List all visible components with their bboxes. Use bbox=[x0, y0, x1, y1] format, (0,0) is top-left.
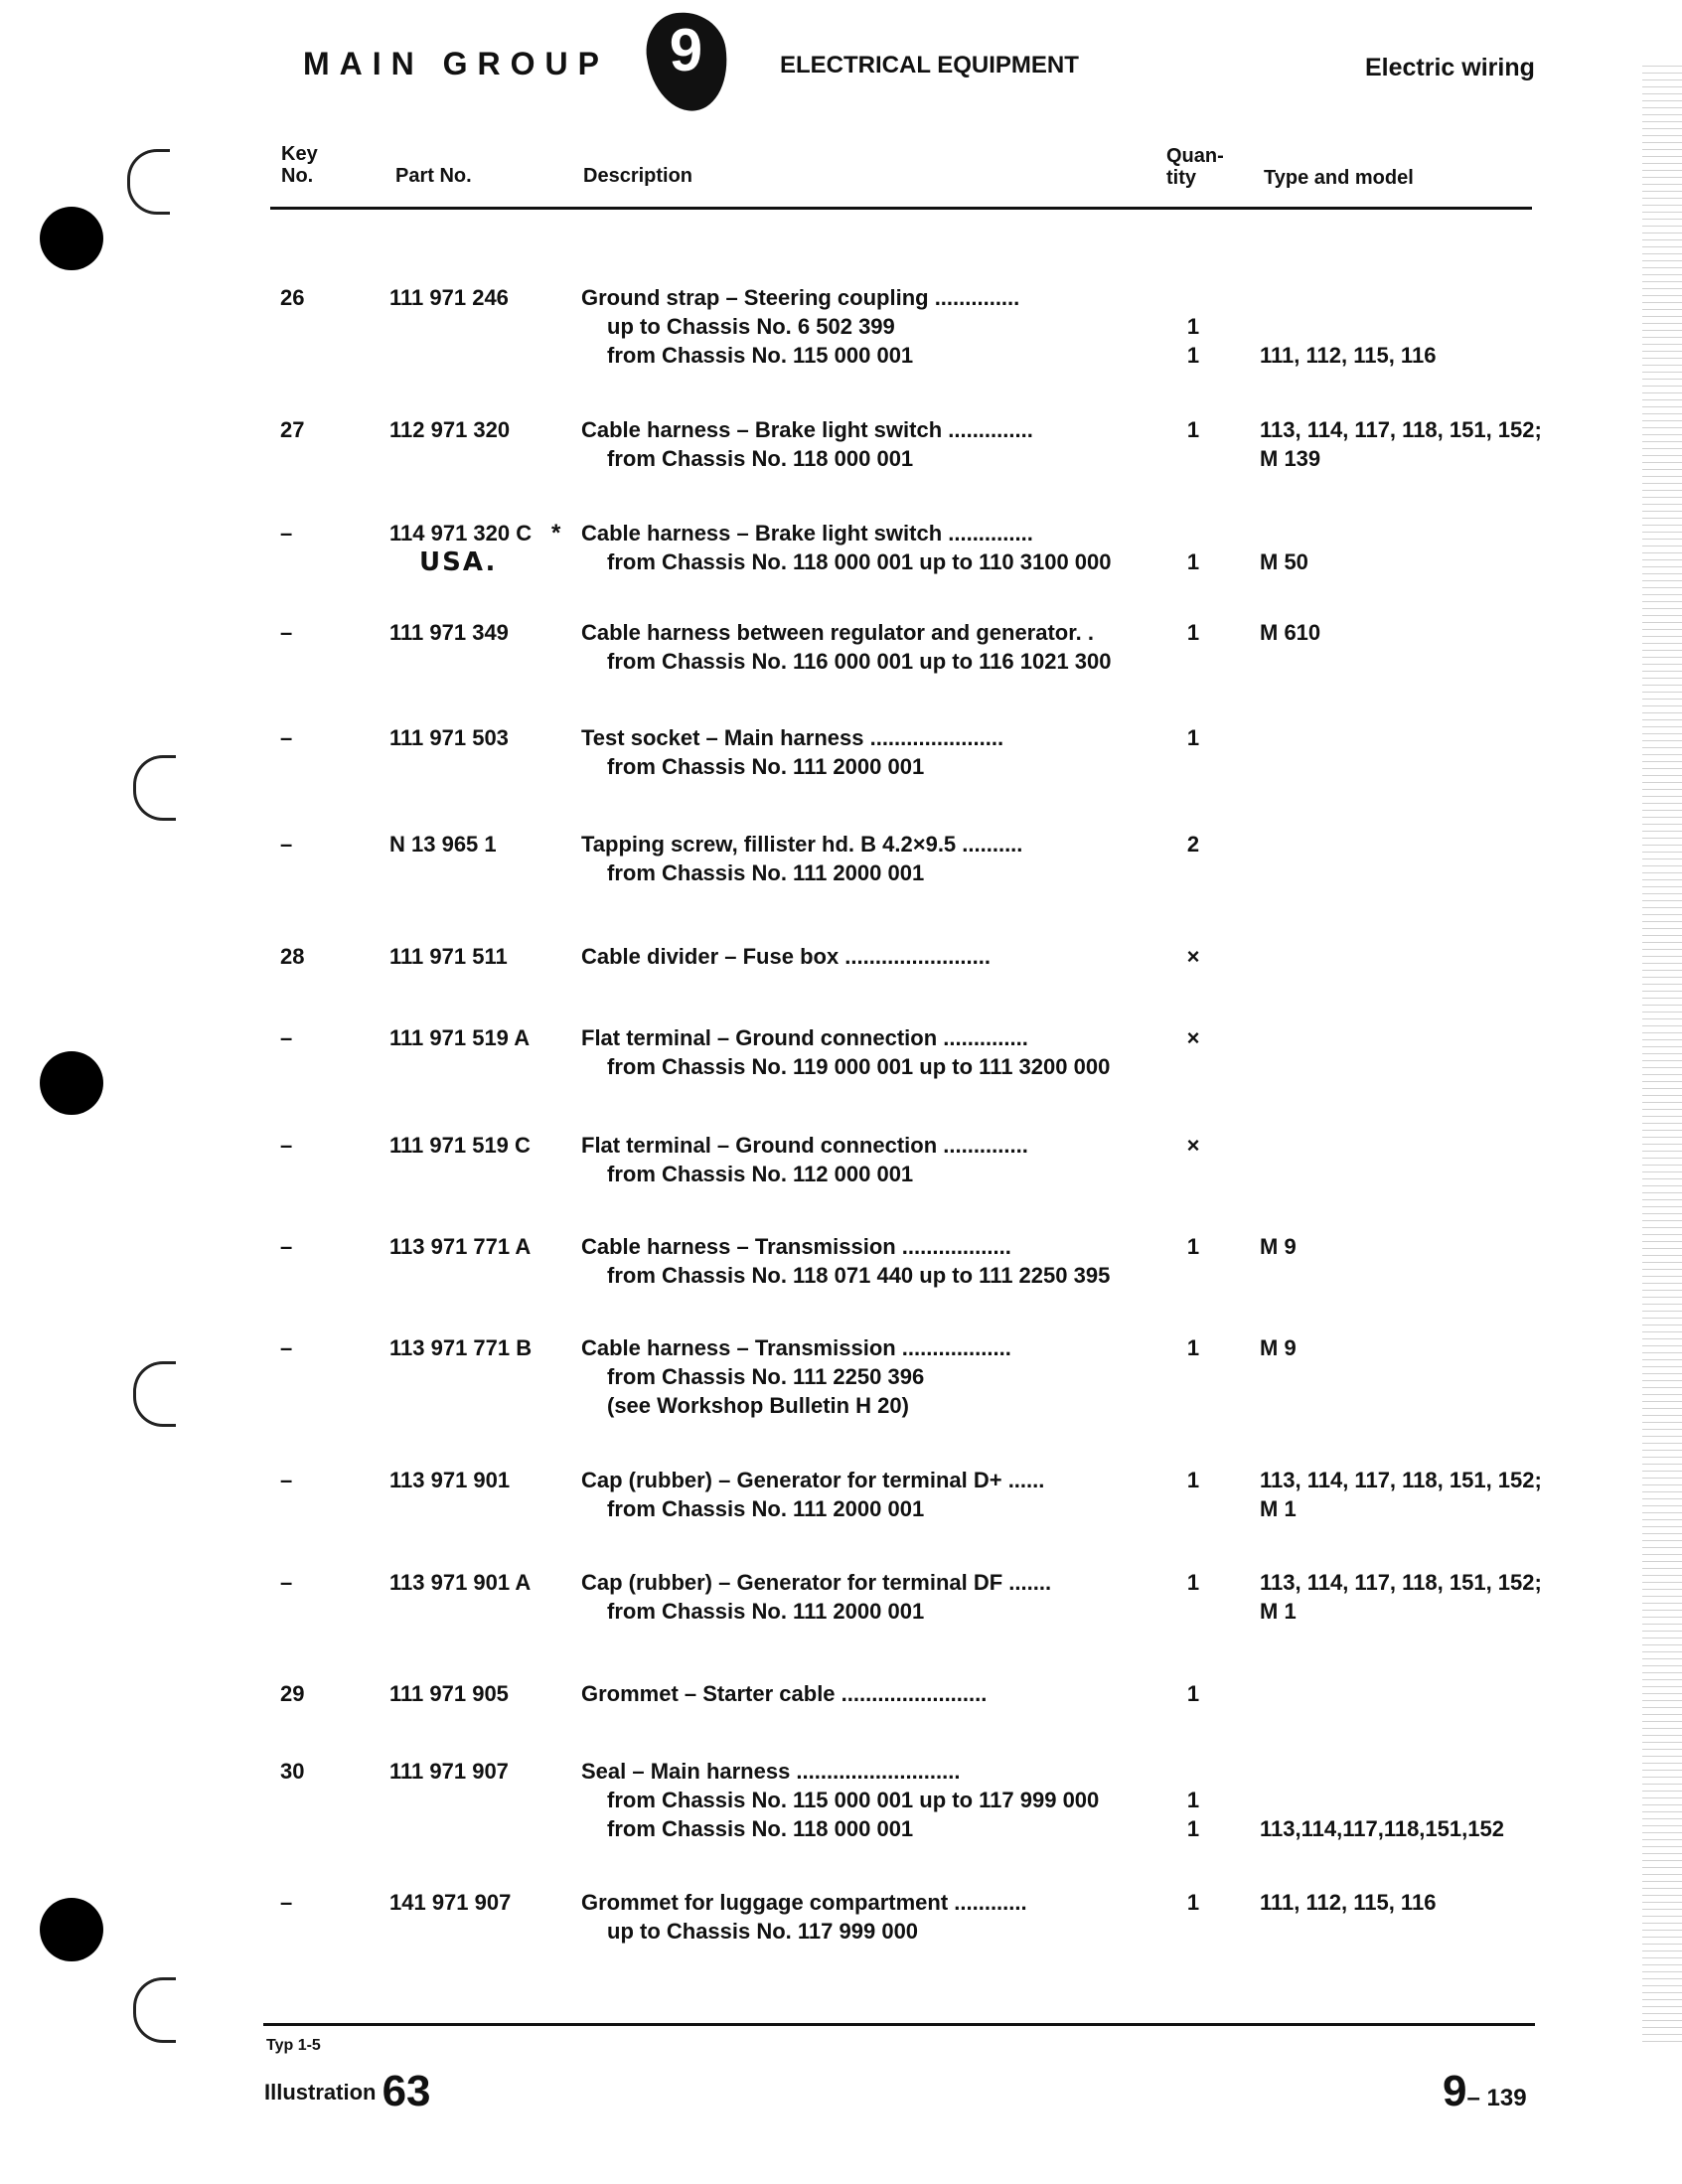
part-number: 111 971 905 bbox=[389, 1681, 509, 1706]
description-line: Flat terminal – Ground connection .............. bbox=[581, 1133, 1028, 1158]
type-and-model bbox=[1260, 415, 1558, 473]
quantity-line bbox=[1182, 519, 1204, 547]
ring-mark bbox=[133, 755, 176, 821]
description-line: Seal – Main harness ........................... bbox=[581, 1759, 961, 1784]
description bbox=[581, 1333, 1147, 1420]
punch-hole bbox=[40, 1051, 103, 1115]
quantity-line: 1 bbox=[1186, 725, 1200, 750]
description-line: from Chassis No. 115 000 001 up to 117 999 000 bbox=[607, 1788, 1100, 1812]
quantity-line: 1 bbox=[1186, 343, 1200, 368]
type-line bbox=[1260, 647, 1558, 676]
type-line bbox=[1260, 1786, 1558, 1814]
quantity bbox=[1182, 1466, 1204, 1523]
type-line bbox=[1260, 1679, 1558, 1708]
scan-edge-noise bbox=[1642, 60, 1682, 2047]
quantity-line: 1 bbox=[1186, 1681, 1200, 1706]
quantity-line bbox=[1182, 1391, 1204, 1420]
description bbox=[581, 519, 1147, 576]
quantity-line: × bbox=[1186, 1025, 1200, 1050]
description bbox=[581, 618, 1147, 676]
quantity bbox=[1182, 723, 1204, 781]
quantity-line: 1 bbox=[1186, 314, 1200, 339]
description-line: Cable harness – Brake light switch .............. bbox=[581, 521, 1033, 546]
main-group-title: MAIN GROUP bbox=[303, 46, 609, 81]
type-and-model bbox=[1260, 723, 1558, 781]
key-number: – bbox=[280, 1133, 293, 1158]
group-number-badge bbox=[641, 7, 733, 116]
footer-typ: Typ 1-5 bbox=[266, 2037, 321, 2054]
col-quantity-header: Quan- tity bbox=[1166, 145, 1224, 189]
description-line: from Chassis No. 118 071 440 up to 111 2250 395 bbox=[607, 1263, 1111, 1288]
description-line: Cable harness – Transmission .................. bbox=[581, 1234, 1011, 1259]
quantity-line: 1 bbox=[1186, 417, 1200, 442]
type-and-model bbox=[1260, 618, 1558, 676]
key-number: – bbox=[280, 832, 293, 857]
description bbox=[581, 1888, 1147, 1946]
type-line bbox=[1260, 723, 1558, 752]
description bbox=[581, 415, 1147, 473]
description-line: from Chassis No. 111 2250 396 bbox=[607, 1364, 925, 1389]
ring-mark bbox=[133, 1361, 176, 1427]
description-line: up to Chassis No. 6 502 399 bbox=[607, 314, 895, 339]
quantity-line: 1 bbox=[1186, 549, 1200, 574]
quantity-line bbox=[1182, 858, 1204, 887]
part-number: 114 971 320 C bbox=[389, 521, 533, 546]
description-line: Cable harness – Brake light switch .............. bbox=[581, 417, 1033, 442]
type-and-model bbox=[1260, 1023, 1558, 1081]
type-and-model bbox=[1260, 830, 1558, 887]
quantity bbox=[1182, 618, 1204, 676]
type-and-model bbox=[1260, 1333, 1558, 1420]
type-line bbox=[1260, 1023, 1558, 1052]
section-title: ELECTRICAL EQUIPMENT bbox=[780, 52, 1079, 78]
illustration-label: Illustration bbox=[264, 2080, 377, 2105]
description-line: Flat terminal – Ground connection .............. bbox=[581, 1025, 1028, 1050]
description-line: from Chassis No. 118 000 001 bbox=[607, 1816, 914, 1841]
type-line bbox=[1260, 858, 1558, 887]
part-number: 111 971 907 bbox=[389, 1759, 509, 1784]
description-line: Cap (rubber) – Generator for terminal D+ ...... bbox=[581, 1468, 1045, 1492]
col-description-header: Description bbox=[583, 165, 693, 187]
quantity-line bbox=[1182, 752, 1204, 781]
quantity bbox=[1182, 283, 1204, 370]
col-type-header: Type and model bbox=[1264, 167, 1414, 189]
description-line: from Chassis No. 119 000 001 up to 111 3200 000 bbox=[607, 1054, 1111, 1079]
description bbox=[581, 1466, 1147, 1523]
type-line: M 610 bbox=[1260, 620, 1321, 645]
quantity-line: 2 bbox=[1186, 832, 1200, 857]
type-line: 111, 112, 115, 116 bbox=[1260, 1890, 1437, 1915]
description bbox=[581, 1232, 1147, 1290]
description bbox=[581, 1023, 1147, 1081]
type-line: M 50 bbox=[1260, 549, 1308, 574]
key-number: – bbox=[280, 1468, 293, 1492]
type-line bbox=[1260, 1052, 1558, 1081]
quantity bbox=[1182, 830, 1204, 887]
type-and-model bbox=[1260, 1757, 1558, 1843]
type-line bbox=[1260, 942, 1558, 971]
type-line bbox=[1260, 1131, 1558, 1160]
quantity bbox=[1182, 519, 1204, 576]
quantity bbox=[1182, 1232, 1204, 1290]
header-rule bbox=[270, 207, 1532, 210]
type-and-model bbox=[1260, 1131, 1558, 1188]
quantity-line bbox=[1182, 1160, 1204, 1188]
type-and-model bbox=[1260, 519, 1558, 576]
footer-rule bbox=[263, 2023, 1535, 2026]
ring-mark bbox=[127, 149, 170, 215]
quantity bbox=[1182, 1131, 1204, 1188]
type-line bbox=[1260, 752, 1558, 781]
quantity bbox=[1182, 1757, 1204, 1843]
type-line bbox=[1260, 1917, 1558, 1946]
key-number: 27 bbox=[280, 417, 305, 442]
description-line: from Chassis No. 111 2000 001 bbox=[607, 1599, 925, 1624]
description-line: (see Workshop Bulletin H 20) bbox=[607, 1393, 909, 1418]
description-line: Tapping screw, fillister hd. B 4.2×9.5 .......... bbox=[581, 832, 1023, 857]
type-line bbox=[1260, 1261, 1558, 1290]
part-number: 111 971 519 C bbox=[389, 1133, 531, 1158]
type-line bbox=[1260, 519, 1558, 547]
type-and-model bbox=[1260, 1888, 1558, 1946]
part-number: 111 971 519 A bbox=[389, 1025, 531, 1050]
description bbox=[581, 942, 1147, 971]
type-line bbox=[1260, 1160, 1558, 1188]
quantity bbox=[1182, 1888, 1204, 1946]
description bbox=[581, 830, 1147, 887]
description-line: Cable harness between regulator and generator. . bbox=[581, 620, 1094, 645]
punch-hole bbox=[40, 207, 103, 270]
description bbox=[581, 1757, 1147, 1843]
type-and-model bbox=[1260, 1232, 1558, 1290]
description-line: from Chassis No. 118 000 001 bbox=[607, 446, 914, 471]
punch-hole bbox=[40, 1898, 103, 1961]
quantity-line bbox=[1182, 1757, 1204, 1786]
key-number: – bbox=[280, 725, 293, 750]
key-number: – bbox=[280, 521, 293, 546]
description-line: from Chassis No. 112 000 001 bbox=[607, 1162, 914, 1186]
key-number: – bbox=[280, 1890, 293, 1915]
quantity bbox=[1182, 1679, 1204, 1708]
quantity-line bbox=[1182, 444, 1204, 473]
type-line bbox=[1260, 1757, 1558, 1786]
key-number: 29 bbox=[280, 1681, 305, 1706]
quantity bbox=[1182, 1568, 1204, 1626]
description-line: from Chassis No. 111 2000 001 bbox=[607, 1496, 925, 1521]
description-line: from Chassis No. 111 2000 001 bbox=[607, 860, 925, 885]
quantity-line: 1 bbox=[1186, 620, 1200, 645]
quantity-line: 1 bbox=[1186, 1816, 1200, 1841]
type-line: M 9 bbox=[1260, 1335, 1297, 1360]
type-and-model bbox=[1260, 283, 1558, 370]
key-number: 26 bbox=[280, 285, 305, 310]
quantity-line: 1 bbox=[1186, 1468, 1200, 1492]
quantity-line bbox=[1182, 283, 1204, 312]
col-part-header: Part No. bbox=[395, 165, 472, 187]
part-number: 111 971 246 bbox=[389, 285, 509, 310]
quantity-line: 1 bbox=[1186, 1335, 1200, 1360]
description-line: Test socket – Main harness ...................... bbox=[581, 725, 1004, 750]
type-line bbox=[1260, 1391, 1558, 1420]
key-number: – bbox=[280, 1570, 293, 1595]
part-number: 113 971 901 bbox=[389, 1468, 511, 1492]
part-number: N 13 965 1 bbox=[389, 832, 497, 857]
ring-mark bbox=[133, 1977, 176, 2043]
description-line: Grommet – Starter cable ........................ bbox=[581, 1681, 988, 1706]
part-number: 113 971 771 A bbox=[389, 1234, 532, 1259]
description-line: from Chassis No. 111 2000 001 bbox=[607, 754, 925, 779]
description-line: from Chassis No. 118 000 001 up to 110 3100 000 bbox=[607, 549, 1112, 574]
type-line: 113,114,117,118,151,152 bbox=[1260, 1816, 1504, 1841]
part-number: 141 971 907 bbox=[389, 1890, 512, 1915]
type-line: 113, 114, 117, 118, 151, 152; bbox=[1260, 417, 1542, 442]
description bbox=[581, 1131, 1147, 1188]
quantity bbox=[1182, 1023, 1204, 1081]
description bbox=[581, 1679, 1147, 1708]
quantity bbox=[1182, 1333, 1204, 1420]
description-line: from Chassis No. 116 000 001 up to 116 1021 300 bbox=[607, 649, 1112, 674]
handwritten-note: USA. bbox=[419, 547, 498, 577]
type-line bbox=[1260, 312, 1558, 341]
type-line: M 9 bbox=[1260, 1234, 1297, 1259]
quantity bbox=[1182, 942, 1204, 971]
quantity-line: 1 bbox=[1186, 1570, 1200, 1595]
type-line bbox=[1260, 1362, 1558, 1391]
type-and-model bbox=[1260, 1466, 1558, 1523]
quantity-line bbox=[1182, 647, 1204, 676]
key-number: – bbox=[280, 1025, 293, 1050]
type-and-model bbox=[1260, 1568, 1558, 1626]
key-number: 28 bbox=[280, 944, 305, 969]
quantity-line: 1 bbox=[1186, 1234, 1200, 1259]
description bbox=[581, 283, 1147, 370]
type-line: M 1 bbox=[1260, 1496, 1297, 1521]
type-line: 113, 114, 117, 118, 151, 152; bbox=[1260, 1468, 1542, 1492]
quantity-line bbox=[1182, 1362, 1204, 1391]
type-line: M 139 bbox=[1260, 446, 1321, 471]
description-line: Cap (rubber) – Generator for terminal DF ....... bbox=[581, 1570, 1052, 1595]
description-line: from Chassis No. 115 000 001 bbox=[607, 343, 914, 368]
illustration-number: 63 bbox=[382, 2067, 431, 2115]
quantity-line bbox=[1182, 1494, 1204, 1523]
quantity-line: × bbox=[1186, 1133, 1200, 1158]
description bbox=[581, 723, 1147, 781]
quantity-line bbox=[1182, 1052, 1204, 1081]
type-and-model bbox=[1260, 1679, 1558, 1708]
part-number: 111 971 349 bbox=[389, 620, 509, 645]
description-line: Ground strap – Steering coupling .............. bbox=[581, 285, 1020, 310]
description-line: Cable harness – Transmission .................. bbox=[581, 1335, 1011, 1360]
type-line: 113, 114, 117, 118, 151, 152; bbox=[1260, 1570, 1542, 1595]
quantity-line bbox=[1182, 1261, 1204, 1290]
footer-illustration bbox=[264, 2067, 431, 2116]
type-line: 111, 112, 115, 116 bbox=[1260, 343, 1437, 368]
part-number: 112 971 320 bbox=[389, 417, 511, 442]
quantity-line bbox=[1182, 1917, 1204, 1946]
col-key-header: Key No. bbox=[281, 143, 318, 187]
group-number: 9 bbox=[669, 17, 703, 84]
description-line: Cable divider – Fuse box ........................ bbox=[581, 944, 991, 969]
type-and-model bbox=[1260, 942, 1558, 971]
part-number: 113 971 771 B bbox=[389, 1335, 533, 1360]
type-line: M 1 bbox=[1260, 1599, 1297, 1624]
page-number: 9– 139 bbox=[1443, 2067, 1527, 2115]
part-number: 111 971 503 bbox=[389, 725, 509, 750]
quantity-line: 1 bbox=[1186, 1788, 1200, 1812]
description bbox=[581, 1568, 1147, 1626]
quantity-line: 1 bbox=[1186, 1890, 1200, 1915]
key-number: – bbox=[280, 1234, 293, 1259]
key-number: – bbox=[280, 620, 293, 645]
key-number: – bbox=[280, 1335, 293, 1360]
asterisk-mark: * bbox=[551, 520, 561, 546]
description-line: Grommet for luggage compartment ............ bbox=[581, 1890, 1027, 1915]
type-line bbox=[1260, 283, 1558, 312]
key-number: 30 bbox=[280, 1759, 305, 1784]
type-line bbox=[1260, 830, 1558, 858]
part-number: 113 971 901 A bbox=[389, 1570, 532, 1595]
quantity-line: × bbox=[1186, 944, 1200, 969]
part-number: 111 971 511 bbox=[389, 944, 508, 969]
quantity bbox=[1182, 415, 1204, 473]
description-line: up to Chassis No. 117 999 000 bbox=[607, 1919, 919, 1944]
quantity-line bbox=[1182, 1597, 1204, 1626]
subsection-title: Electric wiring bbox=[1365, 54, 1535, 81]
